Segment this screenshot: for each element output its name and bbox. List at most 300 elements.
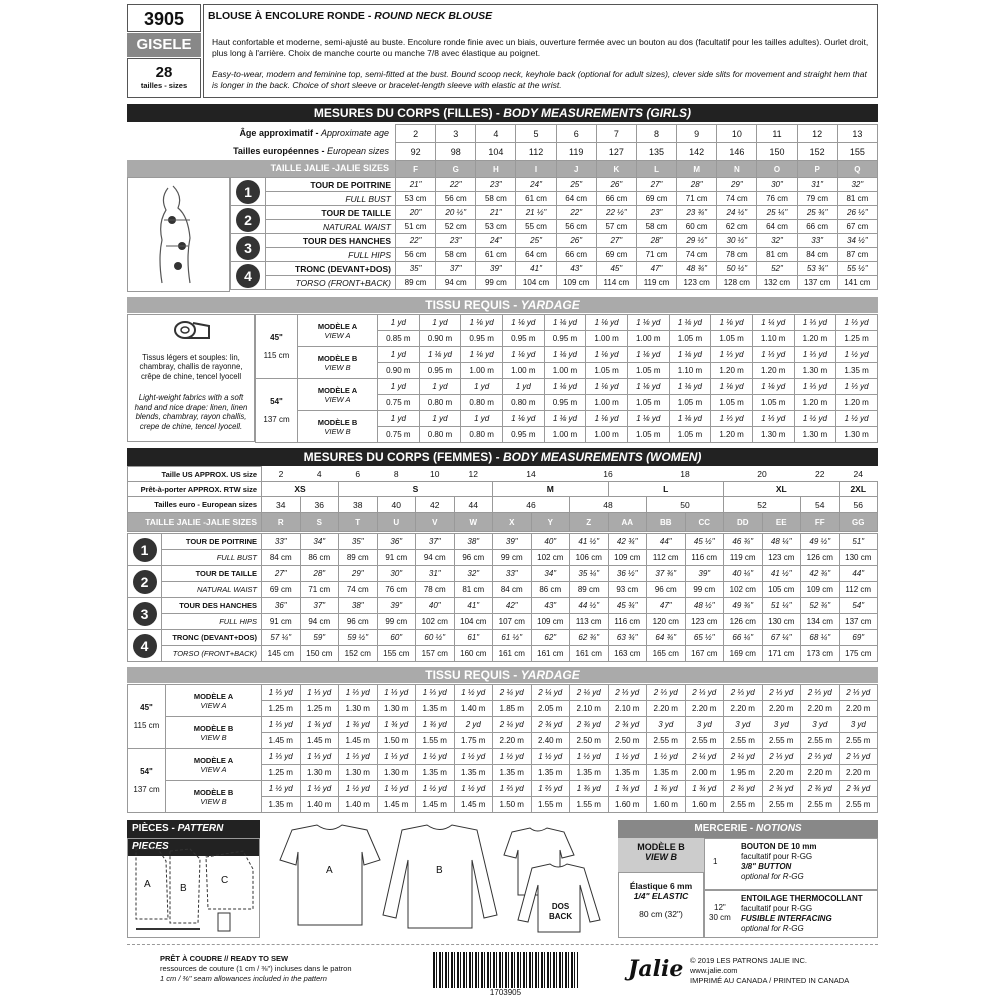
girls-yd: 1 yd [502,379,544,395]
girls-inch: 27" [636,178,676,192]
women-yd: 1 ½ yd [493,749,532,765]
women-us: 10 [430,468,440,479]
girls-inch: 24" [516,178,556,192]
women-m: 1.35 m [531,765,570,781]
girls-yd: 1 ⅛ yd [627,379,669,395]
girls-yd: 1 ⅛ yd [586,379,628,395]
women-jalie: S [300,513,339,532]
women-cm: 71 cm [300,582,339,598]
women-cm: 102 cm [531,550,570,566]
women-jalie: FF [801,513,840,532]
header-frame [203,4,878,98]
girls-inch: 20" [396,206,436,220]
women-m: 2.00 m [685,765,724,781]
girls-row-fr: TOUR DES HANCHES [266,234,396,248]
women-m: 2.20 m [724,701,763,717]
women-yd: 2 ⅓ yd [724,685,763,701]
girls-jalie-label: TAILLE JALIE -JALIE SIZES [127,160,395,177]
women-m: 2.20 m [839,765,878,781]
women-jalie: CC [685,513,724,532]
girls-m: 1.10 m [669,363,711,379]
women-view: MODÈLE A VIEW A [166,749,262,781]
girls-age-9: 11 [757,125,797,143]
women-yd: 3 yd [647,717,686,733]
girls-yd: 1 ⅓ yd [794,347,836,363]
girls-euro-10: 152 [797,143,837,161]
women-yd: 1 ⅓ yd [262,749,301,765]
women-cm: 99 cm [493,550,532,566]
women-cm: 157 cm [416,646,455,662]
girls-jalie-8: N [717,161,757,178]
girls-yd: 1 ⅛ yd [669,379,711,395]
women-yd: 1 ½ yd [416,781,455,797]
women-cm: 119 cm [724,550,763,566]
women-m: 1.60 m [685,797,724,813]
girls-yd: 1 ⅛ yd [669,315,711,331]
girls-euro-3: 112 [516,143,556,161]
women-yd: 1 ⅓ yd [300,749,339,765]
women-m: 2.55 m [762,797,801,813]
women-cm: 94 cm [416,550,455,566]
women-cm: 130 cm [839,550,878,566]
women-m: 1.30 m [339,765,378,781]
girls-m: 1.00 m [544,363,586,379]
girls-inch: 22" [436,178,476,192]
girls-euro-11: 155 [837,143,877,161]
girls-m: 1.20 m [752,363,794,379]
girls-inch: 25" [556,178,596,192]
girls-euro-label: Tailles européennes - European sizes [233,146,389,156]
girls-yd: 1 ⅓ yd [794,315,836,331]
girls-cm: 66 cm [797,220,837,234]
women-m: 1.35 m [493,765,532,781]
girls-cm: 64 cm [516,248,556,262]
girls-cm: 74 cm [717,192,757,206]
women-m: 1.85 m [493,701,532,717]
women-m: 1.35 m [608,765,647,781]
women-cm: 175 cm [839,646,878,662]
women-m: 1.95 m [724,765,763,781]
women-yd: 1 ⅔ yd [493,781,532,797]
women-yd: 1 ½ yd [570,749,609,765]
women-cm: 109 cm [531,614,570,630]
women-view: MODÈLE B VIEW B [166,781,262,813]
girls-inch: 37" [436,262,476,276]
girls-m: 0.85 m [378,331,420,347]
women-m: 1.30 m [377,765,416,781]
girls-cm: 78 cm [717,248,757,262]
women-cm: 134 cm [801,614,840,630]
women-yd: 2 ⅓ yd [762,749,801,765]
footer-divider [127,944,878,945]
girls-jalie-5: K [596,161,636,178]
title-fr: BLOUSE À ENCOLURE RONDE - [208,10,375,22]
women-inch: 59" [300,630,339,646]
women-inch: 35 ¼" [570,566,609,582]
women-m: 1.55 m [416,733,455,749]
girls-jalie-6: L [636,161,676,178]
girls-cm: 76 cm [757,192,797,206]
women-inch: 49 ½" [801,534,840,550]
women-inch: 63 ¾" [608,630,647,646]
women-cm: 160 cm [454,646,493,662]
girls-euro-7: 142 [677,143,717,161]
girls-m: 0.80 m [461,395,503,411]
girls-yd: 1 ⅛ yd [669,411,711,427]
girls-width: 54" 137 cm [256,379,298,443]
girls-cm: 109 cm [556,276,596,290]
women-cm: 126 cm [724,614,763,630]
women-m: 1.75 m [454,733,493,749]
garment-illustrations [262,820,614,938]
women-m: 2.50 m [570,733,609,749]
women-inch: 28" [300,566,339,582]
women-yd: 3 yd [762,717,801,733]
footer-ready: PRÊT À COUDRE // READY TO SEW ressources de couture (1 cm / ⅜") incluses dans le patron 1 cm / ⅜" seam allowances included in the pattern [160,954,352,983]
women-cm: 109 cm [801,582,840,598]
women-yd: 1 ½ yd [262,781,301,797]
girls-inch: 26" [596,178,636,192]
women-inch: 49 ¾" [724,598,763,614]
women-euro: 48 [570,497,647,513]
girls-yd: 1 yd [378,315,420,331]
sizes-number: 28 [155,64,173,81]
women-euro: 42 [416,497,455,513]
girls-cm: 66 cm [556,248,596,262]
women-inch: 51" [839,534,878,550]
women-m: 1.45 m [454,797,493,813]
women-yd: 1 ½ yd [647,749,686,765]
girls-inch: 53 ¾" [797,262,837,276]
women-yd: 1 ⅓ yd [416,685,455,701]
women-cm: 106 cm [570,550,609,566]
women-yd: 1 ⅓ yd [262,717,301,733]
girls-cm: 60 cm [677,220,717,234]
women-inch: 40" [416,598,455,614]
women-inch: 60 ½" [416,630,455,646]
women-m: 2.05 m [531,701,570,717]
women-m: 1.60 m [608,797,647,813]
women-cm: 152 cm [339,646,378,662]
women-jalie-label: TAILLE JALIE -JALIE SIZES [128,513,262,532]
girls-inch: 30 ½" [717,234,757,248]
women-yd: 1 ½ yd [377,781,416,797]
women-row-num: 3 [128,598,162,630]
girls-jalie-4: J [556,161,596,178]
girls-row-en: FULL BUST [266,192,396,206]
women-yd: 3 yd [801,717,840,733]
girls-cm: 99 cm [476,276,516,290]
women-euro-label: Tailles euro - European sizes [128,497,262,513]
women-inch: 45 ½" [685,534,724,550]
women-inch: 42 ¾" [608,534,647,550]
women-yd: 2 ⅓ yd [762,685,801,701]
pattern-name: GISELE [127,33,201,57]
girls-euro-5: 127 [596,143,636,161]
women-yd: 2 ¾ yd [762,781,801,797]
women-jalie: Y [531,513,570,532]
fabric-box [127,314,255,442]
women-cm: 86 cm [300,550,339,566]
girls-inch: 28" [677,178,717,192]
view-a-label: A [326,865,333,876]
girls-cm: 71 cm [636,248,676,262]
girls-row-en: NATURAL WAIST [266,220,396,234]
women-yd: 2 ⅓ yd [801,685,840,701]
girls-cm: 61 cm [516,192,556,206]
girls-inch: 22" [396,234,436,248]
girls-m: 0.80 m [461,427,503,443]
women-m: 2.55 m [801,797,840,813]
women-size-table [127,466,878,532]
girls-euro-1: 98 [436,143,476,161]
women-cm: 171 cm [762,646,801,662]
women-row-num: 4 [128,630,162,662]
women-jalie: V [416,513,455,532]
girls-m: 0.75 m [378,427,420,443]
girls-cm: 53 cm [476,220,516,234]
women-euro: 40 [377,497,416,513]
girls-inch: 25 ¾" [797,206,837,220]
women-m: 2.10 m [570,701,609,717]
barcode-number: 1703905 [489,988,522,997]
women-yd: 2 ¼ yd [493,685,532,701]
women-m: 2.20 m [493,733,532,749]
women-cm: 173 cm [801,646,840,662]
girls-cm: 89 cm [396,276,436,290]
women-inch: 42 ¾" [801,566,840,582]
women-inch: 41 ½" [570,534,609,550]
girls-row-num: 4 [231,262,266,290]
women-cm: 137 cm [839,614,878,630]
girls-title-en: BODY MEASUREMENTS (GIRLS) [503,106,692,120]
girls-m: 0.90 m [378,363,420,379]
girls-jalie-1: G [436,161,476,178]
women-yd: 2 ¾ yd [724,781,763,797]
women-cm: 91 cm [377,550,416,566]
girls-cm: 64 cm [757,220,797,234]
girls-inch: 41" [516,262,556,276]
girls-cm: 119 cm [636,276,676,290]
women-yd: 2 ⅓ yd [647,685,686,701]
girls-cm: 128 cm [717,276,757,290]
women-inch: 43" [531,598,570,614]
women-yd: 1 ¾ yd [339,717,378,733]
girls-age-1: 3 [436,125,476,143]
women-yd: 3 yd [685,717,724,733]
women-m: 1.55 m [570,797,609,813]
women-cm: 91 cm [262,614,301,630]
women-euro: 46 [493,497,570,513]
girls-yd: 1 ⅛ yd [544,347,586,363]
women-cm: 116 cm [608,614,647,630]
girls-age-2: 4 [476,125,516,143]
girls-age-7: 9 [677,125,717,143]
women-m: 2.55 m [724,733,763,749]
girls-cm: 62 cm [717,220,757,234]
women-cm: 102 cm [416,614,455,630]
girls-yd: 1 ⅛ yd [544,379,586,395]
girls-inch: 21" [476,206,516,220]
girls-m: 1.00 m [586,395,628,411]
footer-copyright: © 2019 LES PATRONS JALIE INC. www.jalie.com IMPRIMÉ AU CANADA / PRINTED IN CANADA [690,956,850,985]
girls-m: 1.20 m [711,427,753,443]
girls-row-en: FULL HIPS [266,248,396,262]
girls-inch: 25" [516,234,556,248]
girls-jalie-9: O [757,161,797,178]
women-rtw: S [339,482,493,497]
girls-yd: 1 ⅛ yd [586,315,628,331]
girls-inch: 45" [596,262,636,276]
women-yd: 1 ⅔ yd [531,781,570,797]
women-yd: 2 ⅓ yd [608,685,647,701]
girls-yd: 1 ⅛ yd [586,411,628,427]
women-yd: 2 ¼ yd [685,749,724,765]
girls-row-fr: TOUR DE POITRINE [266,178,396,192]
women-cm: 161 cm [493,646,532,662]
women-cm: 116 cm [685,550,724,566]
girls-age-11: 13 [837,125,877,143]
women-cm: 126 cm [801,550,840,566]
girls-row-num: 1 [231,178,266,206]
women-inch: 38" [454,534,493,550]
girls-cm: 132 cm [757,276,797,290]
sizes-label: tailles - sizes [140,81,188,90]
women-m: 1.60 m [647,797,686,813]
girls-cm: 56 cm [396,248,436,262]
women-cm: 113 cm [570,614,609,630]
women-m: 1.25 m [262,765,301,781]
women-cm: 120 cm [647,614,686,630]
girls-inch: 39" [476,262,516,276]
girls-m: 0.95 m [419,363,461,379]
women-cm: 81 cm [454,582,493,598]
women-euro: 50 [647,497,724,513]
women-euro: 52 [724,497,801,513]
girls-yd: 1 yd [378,379,420,395]
women-inch: 54" [839,598,878,614]
women-us: 20 [757,468,767,479]
girls-age-label: Âge approximatif - Approximate age [239,128,389,138]
girls-cm: 81 cm [757,248,797,262]
women-inch: 39" [493,534,532,550]
girls-inch: 25 ¼" [757,206,797,220]
pieces-title: PIÈCES - PATTERN PIECES [127,820,260,856]
women-inch: 51 ¼" [762,598,801,614]
women-us: 2 [278,468,284,479]
women-m: 2.20 m [801,765,840,781]
girls-view: MODÈLE A VIEW A [298,315,378,347]
women-yd: 1 ¾ yd [608,781,647,797]
girls-m: 0.95 m [502,331,544,347]
women-cm: 107 cm [493,614,532,630]
girls-m: 1.10 m [752,331,794,347]
girls-yd: 1 ⅛ yd [419,347,461,363]
women-cm: 86 cm [531,582,570,598]
women-yd: 2 ¼ yd [570,685,609,701]
women-cm: 167 cm [685,646,724,662]
girls-age-10: 12 [797,125,837,143]
women-cm: 96 cm [454,550,493,566]
women-inch: 66 ¼" [724,630,763,646]
women-inch: 57 ¼" [262,630,301,646]
girls-yd: 1 ⅛ yd [461,347,503,363]
women-m: 1.30 m [300,765,339,781]
women-euro: 36 [300,497,339,513]
women-jalie: W [454,513,493,532]
girls-row-num: 2 [231,206,266,234]
girls-m: 0.95 m [544,395,586,411]
girls-euro-4: 119 [556,143,596,161]
girls-yd: 1 yd [378,347,420,363]
girls-jalie-10: P [797,161,837,178]
women-yd: 1 ½ yd [339,781,378,797]
women-inch: 36" [377,534,416,550]
women-row-fr: TOUR DE POITRINE [162,534,262,550]
women-jalie: U [377,513,416,532]
women-inch: 34" [300,534,339,550]
women-yd: 1 ½ yd [454,749,493,765]
girls-yd: 1 ⅛ yd [502,411,544,427]
girls-euro-0: 92 [396,143,436,161]
women-yd: 3 yd [724,717,763,733]
women-inch: 38" [339,598,378,614]
fabric-en: Light-weight fabrics with a soft hand and nice drape: linen, linen blends, chambray, rayon challis, crepe de chine, tencel lyocell. [134,393,248,431]
girls-row-fr: TOUR DE TAILLE [266,206,396,220]
women-m: 2.55 m [762,733,801,749]
women-yd: 2 ¾ yd [801,781,840,797]
women-inch: 52 ¾" [801,598,840,614]
women-m: 1.45 m [339,733,378,749]
girls-inch: 47" [636,262,676,276]
girls-row-num: 3 [231,234,266,262]
girls-cm: 57 cm [596,220,636,234]
women-yd: 2 yd [454,717,493,733]
girls-view: MODÈLE B VIEW B [298,411,378,443]
women-yd: 1 ½ yd [300,781,339,797]
girls-euro-2: 104 [476,143,516,161]
girls-m: 1.30 m [752,427,794,443]
girls-inch: 48 ¾" [677,262,717,276]
women-us: 12 [468,468,478,479]
girls-cm: 58 cm [436,248,476,262]
description-fr: Haut confortable et moderne, semi-ajusté au buste. Encolure ronde finie avec un biais, ouverture fermée avec un bouton au dos (facultatif pour les tailles adultes). Ourlet droit, plus long à l'arrière. Choix de manche courte ou manche 7/8 avec élastique au poignet. [212,37,869,58]
women-cm: 161 cm [570,646,609,662]
girls-age-6: 8 [636,125,676,143]
girls-m: 1.05 m [669,331,711,347]
girls-cm: 71 cm [677,192,717,206]
women-yardage-table [127,684,878,813]
girls-m: 1.00 m [627,331,669,347]
view-b-label: B [436,865,443,876]
women-jalie: Z [570,513,609,532]
girls-yd: 1 ⅛ yd [627,411,669,427]
girls-yardage-table [255,314,878,443]
women-rtw: L [608,482,724,497]
girls-yd: 1 ⅛ yd [711,315,753,331]
girls-m: 0.95 m [461,331,503,347]
women-yd: 1 ⅓ yd [262,685,301,701]
women-inch: 62 ¾" [570,630,609,646]
description-en: Easy-to-wear, modern and feminine top, semi-fitted at the bust. Bound scoop neck, keyhole back (optional for adult sizes), clever side slits for movement and straight hem that is longer in the back. Choice of short sleeve or bracelet-length sleeve with elastic at the wrist. [212,69,867,90]
women-m: 2.55 m [839,733,878,749]
women-inch: 42" [493,598,532,614]
women-m: 1.30 m [339,701,378,717]
women-euro: 38 [339,497,378,513]
girls-yd: 1 ¼ yd [752,315,794,331]
women-m: 2.40 m [531,733,570,749]
women-m: 1.35 m [647,765,686,781]
